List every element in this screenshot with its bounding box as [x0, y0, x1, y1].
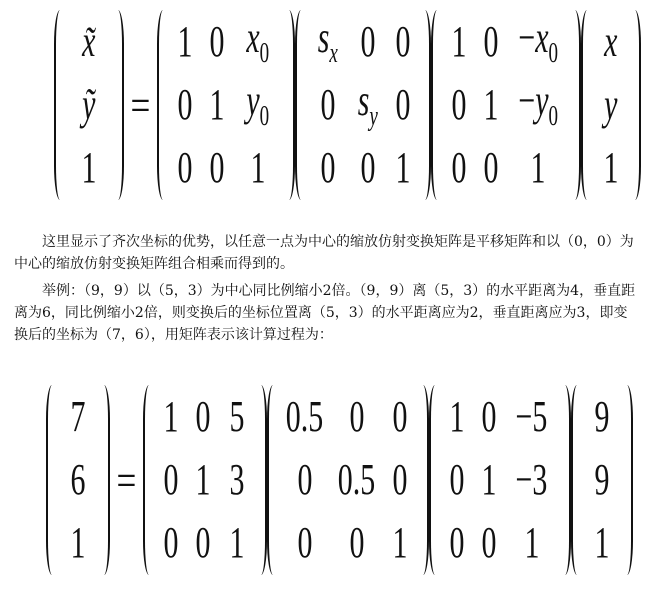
right-paren [419, 10, 431, 200]
matrix-cell: 1 [603, 142, 619, 192]
matrix-cell: 0 [195, 391, 211, 441]
matrix-cell: −5 [515, 391, 548, 441]
matrix-cell: 0 [320, 142, 336, 192]
matrix-cell: 1 [250, 142, 266, 192]
matrix-cell: $-x_0$ [517, 12, 558, 69]
matrix-cell: $-y_0$ [517, 75, 558, 132]
matrix-cell: 0 [392, 454, 408, 504]
left-paren [157, 10, 169, 200]
matrix-cell: 1 [451, 16, 467, 66]
right-paren [621, 385, 633, 575]
matrix-cell: 0 [483, 16, 499, 66]
matrix-cell: 0 [195, 517, 211, 567]
matrix-cell: $s_x$ [317, 12, 338, 69]
matrix-cell: 1 [195, 454, 211, 504]
matrix-cell: 0 [349, 391, 365, 441]
matrix-cell: −3 [515, 454, 548, 504]
matrix-cell: 1 [483, 79, 499, 129]
matrix-cell: 0 [297, 517, 313, 567]
scale-matrix [295, 10, 431, 200]
equals-sign: = [130, 80, 151, 130]
scale-matrix [267, 385, 429, 575]
matrix-cell: 1 [70, 517, 86, 567]
left-paren [295, 10, 307, 200]
matrix-cell: 0 [451, 142, 467, 192]
matrix-cell: 9 [594, 454, 610, 504]
left-paren [581, 10, 593, 200]
matrix-cell: 1 [481, 454, 497, 504]
matrix-cell: 1 [395, 142, 411, 192]
matrix-cell: 9 [594, 391, 610, 441]
matrix-cell: 1 [530, 142, 546, 192]
matrix-cell: 0.5 [286, 391, 324, 441]
matrix-cell: 0 [349, 517, 365, 567]
matrix-cell: 6 [70, 454, 86, 504]
matrix-cell: 0 [451, 79, 467, 129]
matrix-cell: 1 [209, 79, 225, 129]
matrix-cell: x̃ [82, 16, 96, 66]
matrix-cell: 0 [449, 517, 465, 567]
right-paren [112, 10, 124, 200]
matrix-cell: 0.5 [338, 454, 376, 504]
matrix-cell: x [604, 16, 618, 66]
left-paren [431, 10, 443, 200]
rhs-vector [581, 10, 641, 200]
right-paren [569, 10, 581, 200]
translation-matrix [157, 10, 295, 200]
matrix-cell: 0 [360, 16, 376, 66]
right-paren [417, 385, 429, 575]
right-paren [283, 10, 295, 200]
matrix-cell: 0 [163, 454, 179, 504]
left-paren [267, 385, 279, 575]
matrix-cell: 3 [229, 454, 245, 504]
matrix-cell: 0 [163, 517, 179, 567]
right-paren [559, 385, 571, 575]
inverse-translation-matrix [429, 385, 571, 575]
matrix-cell: 0 [360, 142, 376, 192]
lhs-vector [54, 10, 124, 200]
matrix-cell: 0 [177, 142, 193, 192]
matrix-cell: $s_y$ [357, 75, 378, 132]
equation-1 [54, 10, 641, 200]
matrix-cell: 0 [392, 391, 408, 441]
matrix-cell: 0 [483, 142, 499, 192]
matrix-cell: 0 [481, 517, 497, 567]
matrix-cell: 0 [209, 16, 225, 66]
matrix-cell: 0 [320, 79, 336, 129]
matrix-cell: 1 [163, 391, 179, 441]
matrix-cell: $x_0$ [246, 12, 270, 69]
right-paren [98, 385, 110, 575]
matrix-cell: 0 [177, 79, 193, 129]
paragraph-explanation: 这里显示了齐次坐标的优势，以任意一点为中心的缩放仿射变换矩阵是平移矩阵和以（0，0）为中心的缩放仿射变换矩阵组合相乘而得到的。 [14, 234, 634, 272]
matrix-cell: y [604, 79, 618, 129]
translation-matrix [143, 385, 267, 575]
lhs-vector [46, 385, 110, 575]
matrix-cell: ỹ [82, 79, 96, 129]
matrix-cell: 1 [449, 391, 465, 441]
matrix-cell: 0 [395, 16, 411, 66]
right-paren [255, 385, 267, 575]
equation-2 [46, 385, 633, 575]
equals-sign: = [116, 455, 137, 505]
matrix-cell: 0 [395, 79, 411, 129]
paragraph-example: 举例：（9，9）以（5，3）为中心同比例缩小2倍。（9，9）离（5，3）的水平距离为4，垂直距离为6，同比例缩小2倍，则变换后的坐标位置离（5，3）的水平距离应为2，垂直距离应为3，即变换后的坐标为（7，6），用矩阵表示该计算过程为： [14, 283, 636, 343]
matrix-cell: 0 [209, 142, 225, 192]
matrix-cell: 7 [70, 391, 86, 441]
right-paren [629, 10, 641, 200]
matrix-cell: 0 [481, 391, 497, 441]
matrix-cell: 1 [229, 517, 245, 567]
matrix-cell: 1 [392, 517, 408, 567]
matrix-cell: 1 [594, 517, 610, 567]
left-paren [571, 385, 583, 575]
matrix-cell: 1 [81, 142, 97, 192]
matrix-cell: 1 [177, 16, 193, 66]
matrix-cell: 5 [229, 391, 245, 441]
left-paren [54, 10, 66, 200]
left-paren [429, 385, 441, 575]
rhs-vector [571, 385, 633, 575]
left-paren [143, 385, 155, 575]
matrix-cell: 0 [297, 454, 313, 504]
matrix-cell: 1 [524, 517, 540, 567]
matrix-cell: 0 [449, 454, 465, 504]
left-paren [46, 385, 58, 575]
matrix-cell: $y_0$ [246, 75, 270, 132]
inverse-translation-matrix [431, 10, 581, 200]
